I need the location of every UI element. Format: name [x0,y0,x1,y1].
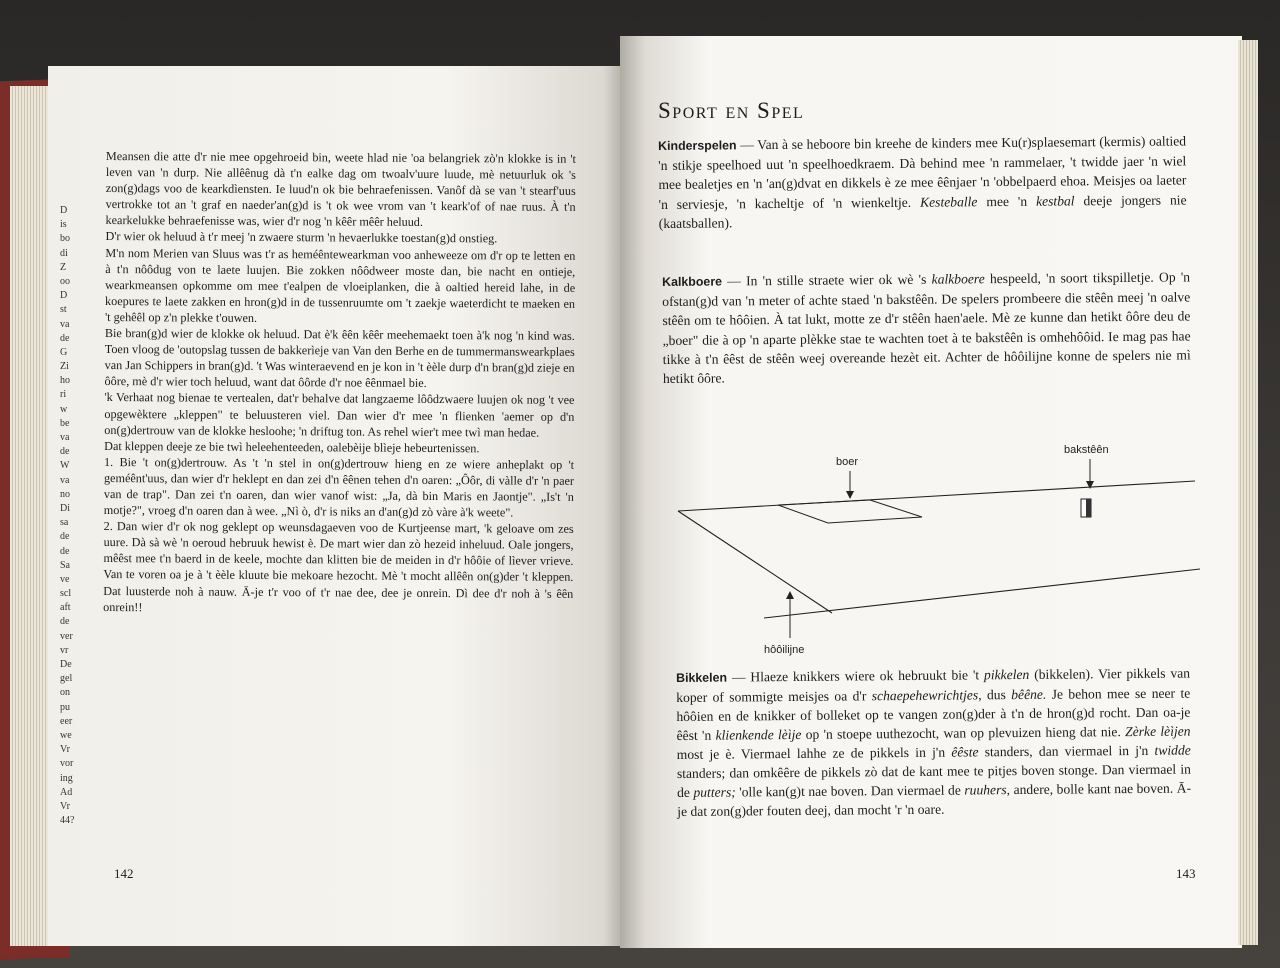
previous-page-fragment [60,204,96,828]
section-term: Kalkboere [662,274,723,289]
stub-line: be [60,417,70,429]
far-line [678,481,1195,511]
stub-line: de [60,616,70,628]
stub-line: ing [60,772,73,784]
page-edges-left [10,86,50,946]
stub-line: gel [60,673,73,685]
paragraph: Bie bran(g)d wier de klokke ok heluud. Dat è'k êên kêêr meehemaekt toen à'k nog 'n kind was. Toen vloog de 'outopslag tussen de bakkerìeje van Van den Berhe en de tummermanswearkplaes van Jan Schippers in bran(g)d. 't Was winteraevend en je kon in 't èèle durp d'n bran(g)d zieje en ôôre, mè d'r wier toch heluud, want dat ôôrde d'r noe êênmael bie. [104,326,575,391]
stub-line: D [60,290,68,302]
paragraph: Meansen die atte d'r nie mee opgehroeid bin, weete hlad nie 'oa belangriek zò'n klokke is in 't leven van 'n durp. Nie allêênug dà t'n ealke dag om twoalv'uure luude, mè netuurluk ok 's zon(g)dags voo de kearkdìensten. Ie luud'n ok bie behraefenissen. Vanôf dà se van 't stearf'uus vertrokke tot an 't graf en naeder'an(g)d is 't ok wee vrom van 't keark'of of nae ruus. À t'n kearkelukke behraefenisse was, wier d'r nog 'n kêêr mêêr heluud. [105,148,576,230]
stub-line: pu [60,701,70,713]
label-boer: boer [836,456,859,468]
stub-line: va [60,474,70,486]
stub-line: vor [60,758,74,770]
stub-line: is [60,219,67,231]
paragraph: M'n nom Merien van Sluus was t'r as heméêntewearkman voo anheweeze om d'r op te letten en à t'n nôôdug von te laete luujen. Bie zokken nôôdweer moste dan, bie nacht en ontieje, wearkmeansen opkomme om mee t'ealpen de vloeiplanken, die à oaltied hereid lahe, in de koepures te laete zakken en hron(g)d in de tussenruumte om 't zaekje waeterdicht te maeken en 't gehêêl op z'n plekke t'ouwen. [104,245,576,325]
section-bikkelen: Bikkelen — Hlaeze knikkers wiere ok hebruukt bie 't pikkelen (bikkelen). Vier pikkels van koper of sommigte meisjes oa d'r schaepehewrichtjes, dus bêêne. Je behon mee se neer te hôôien en de knikker of bolleket op te vangen zon(g)der à t'n de hron(g)d rocht. Dan oa-je êêst 'n klienkende lèìje op 'n stoepe uuthezocht, wan op plevuizen hieng dat nie. Zèrke lèìjen most je è. Viermael lahhe ze de pikkels in j'n êêste standers, dan viermael in j'n twidde standers; dan omkêêre de pikkels zò dat de kant mee te pitjes boven stonge. Dan viermael in de putters; 'olle kan(g)t nae boven. Dan viermael de ruuhers, andere, bolle kant nae boven. Ā-je dat zon(g)der fouten deej, dan mocht 'r 'n oare. [676,665,1192,819]
stub-line: on [60,687,70,699]
right-page [620,36,1242,948]
paragraph: 1. Bie 't on(g)dertrouw. As 't 'n stel in on(g)dertrouw hieng en ze wiere anheplakt op 't geméênt'uus, dan wier d'r heklept en dan zei d'n êênen tehen d'n oaren: „Ôôr, di vàlle d'r 'n paer van de trap". Dan zei t'n oaren, dan wier vanof wist: „Ja, dà bin Maris en Jaontje". „Is't 'n motje?", vroeg d'n oaren dan à wee. „Nì ò, d'r is niks an d'an(g)d zò vàre à'k weete". [103,454,575,520]
stub-line: va [60,432,70,443]
stub-line: va [60,318,70,330]
stub-line: D [60,205,68,216]
paragraph: Dat kleppen deeje ze bie twì heleehenteeden, oalebèije blìeje hebeurtenissen. [104,438,480,455]
stub-line: de [60,446,70,458]
stub-line: vr [60,644,69,656]
stub-line: de [60,545,70,557]
section-term: Kinderspelen [658,138,737,153]
left-page [48,66,620,946]
label-bakstee: bakstêên [1064,444,1109,456]
section-term: Bikkelen [676,670,728,685]
stub-line: ho [60,375,70,387]
stub-line: W [60,460,70,472]
stub-line: 44? [60,815,75,827]
stub-line: Ad [60,786,73,798]
stub-line: aft [60,602,71,614]
left-page-body [103,148,576,618]
stub-line: we [60,729,72,741]
side-line [678,511,832,613]
hooilijne-arrowhead [786,591,794,599]
stub-line: G [60,346,68,358]
stub-line: de [60,332,70,344]
stub-line: eer [60,715,73,727]
kalkboere-court-diagram [660,441,1210,681]
stub-line: bo [60,233,70,245]
stub-line: Z [60,261,67,273]
stub-line: De [60,659,72,670]
stub-line: Vr [60,800,70,812]
stub-line: sa [60,517,69,529]
stub-line: Zi [60,361,69,373]
stub-line: w [60,403,68,415]
stub-line: scl [60,588,72,600]
paragraph: D'r wier ok heluud à t'r meej 'n zwaere sturm 'n hevaerlukke toestan(g)d onstieg. [105,229,498,246]
stub-line: st [60,304,67,316]
label-hooilijne: hôôilijne [764,644,805,656]
stub-line: Di [60,502,70,514]
stub-line: Vr [60,744,70,756]
stub-line: de [60,531,70,543]
stub-line: oo [60,275,70,287]
page-number-left: 142 [114,866,134,881]
section-kinderspelen: Kinderspelen — Van à se heboore bin kreehe de kinders mee Ku(r)splaesemart (kermis) oaltied 'n stikje speelhoed uut 'n speelhoedkraem. Dà behind mee 'n rammelaer, 't twidde jaer 'n wiel mee bealetjes en 'n 'an(g)dvat en dikkels è ze mee êênjaer 'n 'obbelpaerd ehoa. Meisjes oa laeter 'n serviesje, 'n kacheltje of 'n wienkeltje. Kesteballe mee 'n kestbal deeje jongers nie (kaatsballen). [658,133,1187,231]
boer-box [778,500,922,523]
boer-arrowhead [846,491,854,499]
section-kalkboere: Kalkboere — In 'n stille straete wier ok wè 's kalkboere hespeeld, 'n soort tikspilletje. Op 'n ofstan(g)d van 'n meter of achte staed 'n bakstêên. De spelers prombeere die stêên meej 'n oalve stêên om te hôôien. À tat lukt, motte ze d'r stêên haen'aele. Mè ze kunne dan hetikt ôôre deu de „boer" die à op 'n aparte plèkke stae te wachten toet à te bakstêên is omhehôôid. Ie mag pas hae tikke à t'n êêst de stêên weej overeande hezèt eit. Achter de hôôilijne konne de spelers nie mì hetikt ôôre. [662,269,1191,387]
stub-line: no [60,488,70,500]
page-edges-right [1238,40,1258,945]
paragraph: 'k Verhaat nog bienae te vertealen, dat'r behalve dat langzaeme lôôdzwaere luujen ok nog 't vee opgewèktere „kleppen" te beluusteren viel. Dan wier d'r mee 'n flienken 'aemer op d'n on(g)dertrouw van de klokke hesloohe; 'n driftug ton. As rehel wier't mee twì man hedae. [104,390,575,440]
chapter-title: Sport en Spel [658,98,805,123]
brick-shadow [1086,499,1091,517]
stub-line: di [60,247,68,259]
page-number-right: 143 [1176,866,1196,881]
paragraph: 2. Dan wier d'r ok nog geklept op weunsdagaeven voo de Kurtjeense mart, 'k geloave om zes uure. Dà sà wè 'n oeroud hebruuk hewist è. De mart wier dan zò hezeid inheluud. Oale jongers, mêêst mee t'n baerd in de keele, mochte dan klitten bie de meiden in d'r hôôie of lìever vrieve. Van te voren oa je à 't èèle kluute bie mekoare hezocht. Mè 't mocht allêên on(g)der 't kleppen. Dat luusterde noh à nauw. Ā-je t'r voo of t'r nae dee, dee je onrein. Dì dee d'r noh à 's êên onrein!! [103,519,574,614]
stub-line: ve [60,573,70,585]
stub-line: Sa [60,559,70,571]
stub-line: ri [60,389,67,401]
hooilijne-line [764,569,1200,618]
stub-line: ver [60,630,73,642]
